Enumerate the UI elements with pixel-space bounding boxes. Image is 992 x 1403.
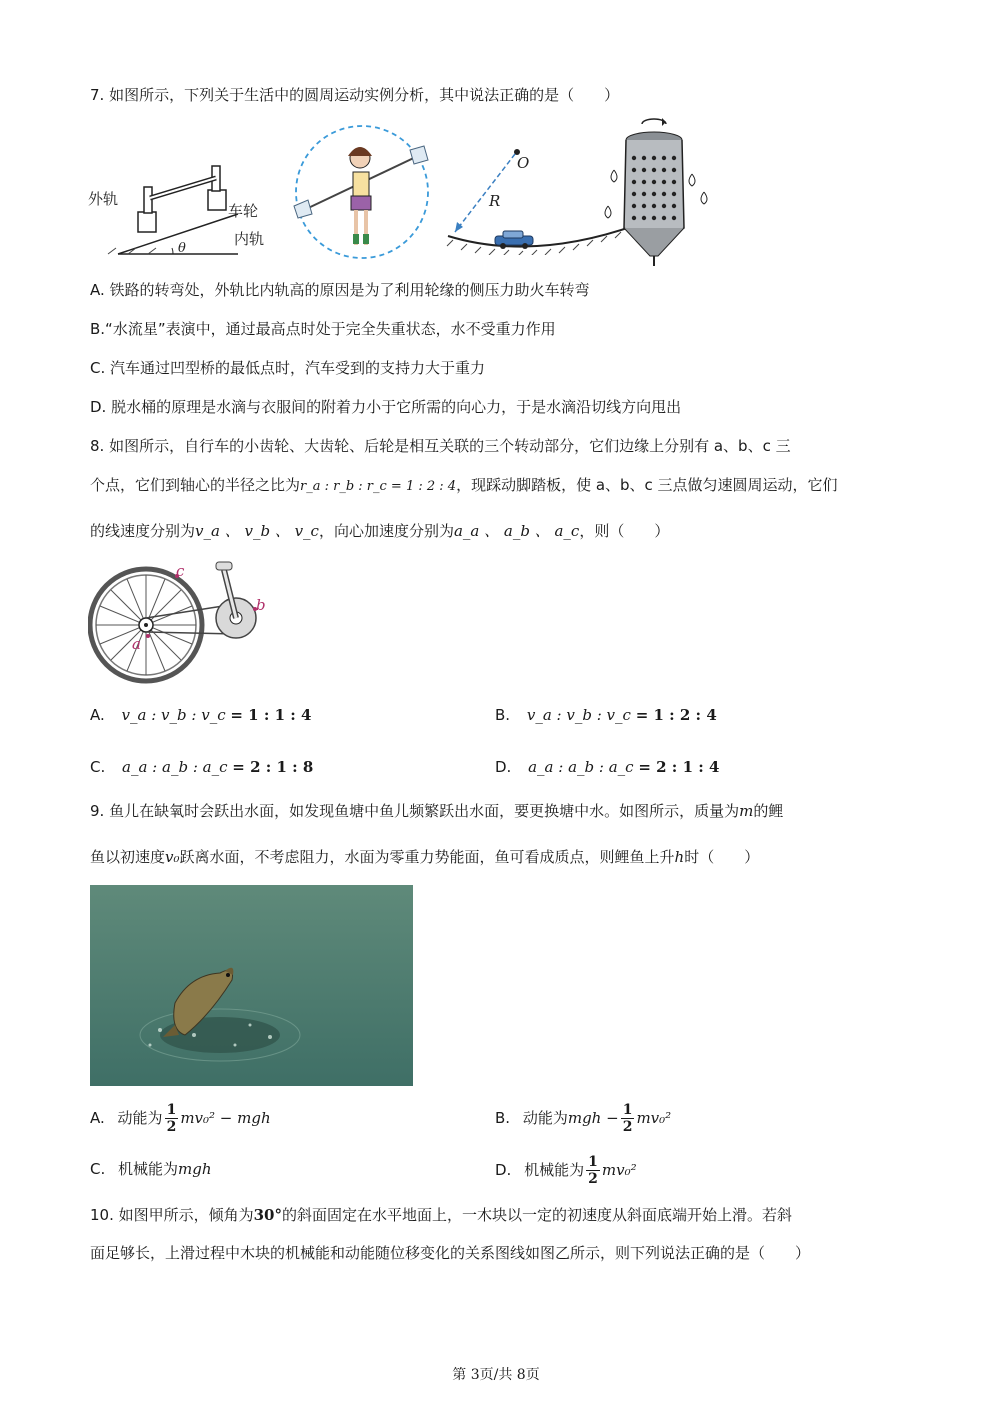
q9-line-2-pre: 鱼以初速度 [90, 848, 166, 866]
q9-line-1-post: 的鲤 [753, 802, 784, 820]
option-letter: D. [495, 758, 512, 776]
option-label: 动能为 [522, 1109, 568, 1127]
option-expression: a_a : a_b : a_c [122, 758, 228, 776]
option-expression: mv₀² [636, 1109, 672, 1127]
q10-line-1-post: 的斜面固定在水平地面上，一木块以一定的初速度从斜面底端开始上滑。若斜 [282, 1206, 793, 1224]
spin-dryer-figure [600, 118, 715, 266]
initial-velocity-symbol: v₀ [165, 848, 180, 866]
height-symbol: h [674, 848, 685, 866]
one-half-fraction: $\frac{1}{2}$ [622, 1102, 633, 1135]
q7-option-b: B.“水流星”表演中，通过最高点时处于完全失重状态，水不受重力作用 [90, 320, 556, 338]
option-label: 动能为 [117, 1109, 163, 1127]
q8-line-3-pre: 的线速度分别为 [90, 522, 196, 540]
q7-option-d: D. 脱水桶的原理是水滴与衣服间的附着力小于它所需的向心力，于是水滴沿切线方向甩出 [90, 398, 682, 416]
option-letter: A. [90, 706, 105, 724]
option-expression-pre: mgh − [567, 1109, 619, 1127]
option-expression: v_a : v_b : v_c [526, 706, 631, 724]
acceleration-list: a_a 、 a_b 、 a_c [453, 522, 580, 540]
outer-rail-label: 外轨 [88, 190, 119, 208]
option-letter: C. [90, 758, 106, 776]
point-a-label: a [132, 635, 141, 653]
option-expression: mv₀² [601, 1161, 637, 1179]
option-letter: C. [90, 1160, 106, 1178]
q8-line-3-post: ，则（ ） [579, 522, 670, 540]
page-footer: 第 3页/共 8页 [452, 1367, 540, 1383]
q8-option-d [495, 756, 719, 778]
q8-option-c [90, 756, 313, 778]
q9-line-1-pre: 9. 鱼儿在缺氧时会跃出水面，如发现鱼塘中鱼儿频繁跃出水面，要更换塘中水。如图所示，质量为 [90, 802, 740, 820]
bicycle-figure [88, 560, 273, 690]
point-o-label: O [517, 154, 530, 172]
q9-line-2 [90, 846, 759, 868]
q8-line-1: 8. 如图所示，自行车的小齿轮、大齿轮、后轮是相互关联的三个转动部分，它们边缘上分别有 a、b、c 三 [90, 437, 791, 455]
rail-banking-figure [88, 152, 278, 257]
q8-line-3 [90, 520, 669, 542]
theta-label: θ [178, 241, 186, 256]
inner-rail-label: 内轨 [234, 230, 265, 248]
option-label: 机械能为 [118, 1160, 179, 1178]
q10-line-2: 面足够长，上滑过程中木块的机械能和动能随位移变化的关系图线如图乙所示，则下列说法正确的是（ ） [90, 1244, 811, 1262]
point-b-label: b [256, 596, 266, 614]
jumping-fish-photo [90, 885, 413, 1086]
option-value: = 1 : 1 : 4 [230, 706, 312, 724]
one-half-fraction: $\frac{1}{2}$ [166, 1102, 177, 1135]
q9-option-d [495, 1154, 637, 1187]
option-letter: B. [495, 1109, 511, 1127]
q9-line-1 [90, 800, 783, 822]
q9-line-2-mid: 跃离水面，不考虑阻力，水面为零重力势能面，鱼可看成质点，则鲤鱼上升 [179, 848, 675, 866]
radius-label: R [489, 192, 501, 210]
q9-line-2-post: 时（ ） [684, 848, 760, 866]
q8-option-a [90, 704, 311, 726]
q7-option-a: A. 铁路的转弯处，外轨比内轨高的原因是为了利用轮缘的侧压力助火车转弯 [90, 281, 590, 299]
water-meteor-figure [290, 120, 435, 260]
option-expression: v_a : v_b : v_c [121, 706, 226, 724]
option-value: = 1 : 2 : 4 [635, 706, 717, 724]
q9-option-c [90, 1158, 212, 1180]
q7-stem: 7. 如图所示，下列关于生活中的圆周运动实例分析，其中说法正确的是（ ） [90, 86, 620, 104]
option-expression: a_a : a_b : a_c [528, 758, 634, 776]
q7-option-c: C. 汽车通过凹型桥的最低点时，汽车受到的支持力大于重力 [90, 359, 486, 377]
q10-line-1 [90, 1204, 792, 1226]
option-expression: mgh [178, 1160, 212, 1178]
velocity-list: v_a 、 v_b 、 v_c [195, 522, 319, 540]
option-letter: A. [90, 1109, 105, 1127]
point-c-label: c [176, 562, 185, 580]
mass-symbol: m [739, 802, 754, 820]
option-letter: B. [495, 706, 511, 724]
q8-line-3-mid: ，向心加速度分别为 [318, 522, 454, 540]
q9-option-a [90, 1102, 271, 1135]
radius-ratio: r_a : r_b : r_c = 1 : 2 : 4 [300, 479, 457, 494]
q8-option-b [495, 704, 717, 726]
option-value: = 2 : 1 : 8 [232, 758, 314, 776]
q8-line-2 [90, 474, 838, 498]
option-expression: mv₀² − mgh [180, 1109, 271, 1127]
one-half-fraction: $\frac{1}{2}$ [588, 1154, 598, 1187]
q10-line-1-pre: 10. 如图甲所示，倾角为 [90, 1206, 254, 1224]
wheel-label: 车轮 [228, 202, 259, 220]
q8-line-2-post: ，现踩动脚踏板，使 a、b、c 三点做匀速圆周运动，它们 [456, 476, 838, 494]
incline-angle: 30° [253, 1206, 282, 1224]
option-value: = 2 : 1 : 4 [638, 758, 720, 776]
option-label: 机械能为 [524, 1161, 585, 1179]
option-letter: D. [495, 1161, 512, 1179]
q9-option-b [495, 1102, 671, 1135]
q8-line-2-pre: 个点，它们到轴心的半径之比为 [90, 476, 301, 494]
